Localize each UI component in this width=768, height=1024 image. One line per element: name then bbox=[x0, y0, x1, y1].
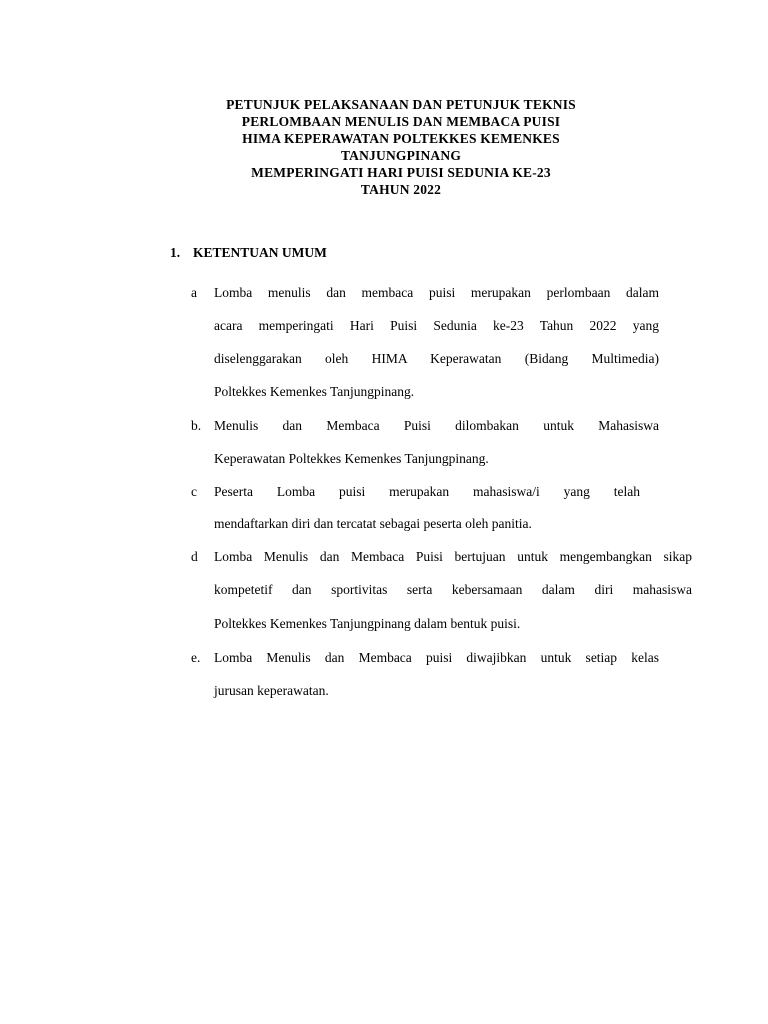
item-a-line-2: acara memperingati Hari Puisi Sedunia ke-23 Tahun 2022 yang bbox=[214, 318, 659, 333]
item-marker-d: d bbox=[191, 549, 198, 564]
title-line-4: TANJUNGPINANG bbox=[340, 148, 462, 163]
item-a-line-4: Poltekkes Kemenkes Tanjungpinang. bbox=[214, 384, 415, 399]
title-line-2: PERLOMBAAN MENULIS DAN MEMBACA PUISI bbox=[241, 114, 561, 129]
item-marker-a: a bbox=[191, 285, 197, 300]
item-a-line-3: diselenggarakan oleh HIMA Keperawatan (Bidang Multimedia) bbox=[214, 351, 659, 366]
section-number: 1. bbox=[170, 245, 181, 260]
item-b-line-2: Keperawatan Poltekkes Kemenkes Tanjungpinang. bbox=[214, 451, 489, 466]
item-d-line-3: Poltekkes Kemenkes Tanjungpinang dalam bentuk puisi. bbox=[214, 616, 521, 631]
item-c-line-1: Peserta Lomba puisi merupakan mahasiswa/i yang telah bbox=[214, 484, 640, 499]
item-marker-e: e. bbox=[191, 650, 201, 665]
title-line-6: TAHUN 2022 bbox=[360, 182, 442, 197]
item-c-line-2: mendaftarkan diri dan tercatat sebagai peserta oleh panitia. bbox=[214, 516, 532, 531]
item-a-line-1: Lomba menulis dan membaca puisi merupakan perlombaan dalam bbox=[214, 285, 659, 300]
title-line-3: HIMA KEPERAWATAN POLTEKKES KEMENKES bbox=[242, 131, 560, 146]
item-marker-c: c bbox=[191, 484, 197, 499]
item-e-line-1: Lomba Menulis dan Membaca puisi diwajibkan untuk setiap kelas bbox=[214, 650, 659, 665]
section-title: KETENTUAN UMUM bbox=[193, 245, 327, 260]
section-heading bbox=[170, 245, 327, 261]
title-line-1: PETUNJUK PELAKSANAAN DAN PETUNJUK TEKNIS bbox=[226, 97, 576, 112]
item-d-line-1: Lomba Menulis dan Membaca Puisi bertujuan untuk mengembangkan sikap bbox=[214, 549, 692, 564]
item-e-line-2: jurusan keperawatan. bbox=[214, 683, 329, 698]
title-line-5: MEMPERINGATI HARI PUISI SEDUNIA KE-23 bbox=[251, 165, 551, 180]
item-b-line-1: Menulis dan Membaca Puisi dilombakan untuk Mahasiswa bbox=[214, 418, 659, 433]
item-marker-b: b. bbox=[191, 418, 202, 433]
item-d-line-2: kompetetif dan sportivitas serta kebersamaan dalam diri mahasiswa bbox=[214, 582, 692, 597]
